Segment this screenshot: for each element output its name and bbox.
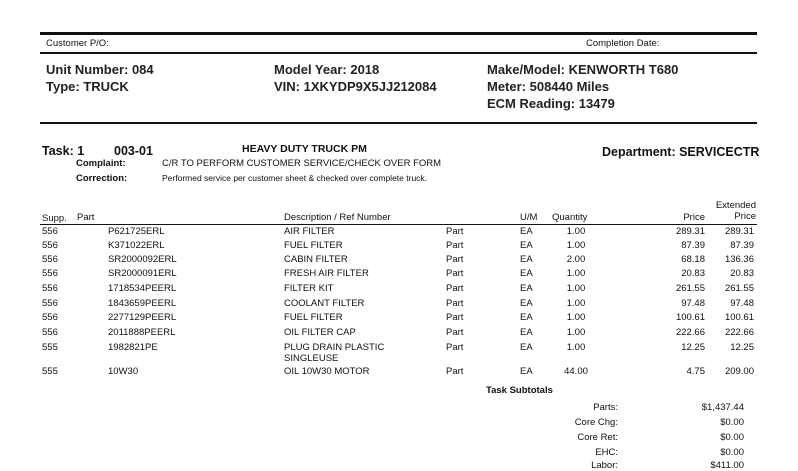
cell-description: OIL 10W30 MOTOR (284, 366, 370, 377)
core-chg-label: Core Chg: (574, 417, 618, 428)
unit-rule (40, 122, 757, 124)
cell-description-line2: SINGLEUSE (284, 353, 339, 364)
table-row (0, 283, 798, 297)
cell-um: EA (520, 342, 533, 353)
correction-label: Correction: (76, 173, 128, 184)
cell-kind: Part (446, 298, 464, 309)
cell-um: EA (520, 312, 533, 323)
top-rule (40, 32, 757, 35)
table-row (0, 240, 798, 254)
cell-price: 12.25 (681, 342, 705, 353)
cell-supp: 555 (42, 366, 58, 377)
cell-part: SR2000092ERL (108, 254, 177, 265)
cell-supp: 556 (42, 312, 58, 323)
cell-part: SR2000091ERL (108, 268, 177, 279)
cell-kind: Part (446, 268, 464, 279)
cell-supp: 556 (42, 268, 58, 279)
cell-kind: Part (446, 366, 464, 377)
cell-ext: 87.39 (730, 240, 754, 251)
cell-qty: 44.00 (564, 366, 588, 377)
cell-qty: 1.00 (566, 283, 586, 294)
cell-description: FILTER KIT (284, 283, 334, 294)
cell-description: OIL FILTER CAP (284, 327, 356, 338)
cell-supp: 555 (42, 342, 58, 353)
cell-um: EA (520, 298, 533, 309)
table-header-rule (40, 224, 757, 225)
cell-part: K371022ERL (108, 240, 165, 251)
core-ret-label: Core Ret: (577, 432, 618, 443)
cell-price: 68.18 (681, 254, 705, 265)
cell-ext: 222.66 (724, 327, 754, 338)
cell-ext: 261.55 (724, 283, 754, 294)
cell-qty: 1.00 (566, 226, 586, 237)
cell-kind: Part (446, 312, 464, 323)
cell-price: 97.48 (681, 298, 705, 309)
cell-description: FUEL FILTER (284, 312, 343, 323)
cell-kind: Part (446, 283, 464, 294)
cell-ext: 289.31 (724, 226, 754, 237)
complaint-label: Complaint: (76, 158, 126, 169)
task-label: Task: 1 (42, 144, 85, 158)
cell-part: 1982821PE (108, 342, 158, 353)
cell-kind: Part (446, 327, 464, 338)
subtotals-title: Task Subtotals (486, 385, 553, 396)
cell-kind: Part (446, 226, 464, 237)
col-um: U/M (520, 212, 538, 223)
cell-um: EA (520, 268, 533, 279)
cell-supp: 556 (42, 254, 58, 265)
cell-price: 20.83 (681, 268, 705, 279)
ehc-label: EHC: (595, 447, 618, 458)
labor-value: $411.00 (710, 460, 744, 471)
cell-part: 1843659PEERL (108, 298, 177, 309)
parts-value: $1,437.44 (701, 402, 744, 413)
cell-part: P621725ERL (108, 226, 165, 237)
correction-text: Performed service per customer sheet & checked over complete truck. (162, 173, 428, 183)
table-row (0, 342, 798, 364)
cell-price: 222.66 (675, 327, 705, 338)
cell-supp: 556 (42, 298, 58, 309)
col-part: Part (77, 212, 95, 223)
cell-price: 4.75 (686, 366, 705, 377)
cell-um: EA (520, 254, 533, 265)
table-row (0, 226, 798, 240)
core-chg-value: $0.00 (720, 417, 744, 428)
cell-description: AIR FILTER (284, 226, 335, 237)
meter: Meter: 508440 Miles (487, 79, 610, 94)
labor-label: Labor: (591, 460, 618, 471)
ehc-value: $0.00 (720, 447, 744, 458)
cell-part: 2011888PEERL (108, 327, 176, 338)
task-code: 003-01 (114, 144, 153, 158)
model-year: Model Year: 2018 (274, 62, 380, 77)
cell-ext: 100.61 (724, 312, 754, 323)
cell-qty: 1.00 (566, 268, 586, 279)
cell-description: FRESH AIR FILTER (284, 268, 369, 279)
cell-part: 10W30 (108, 366, 139, 377)
cell-um: EA (520, 327, 533, 338)
cell-description: PLUG DRAIN PLASTIC (284, 342, 385, 353)
customer-po-label: Customer P/O: (46, 38, 109, 49)
cell-part: 1718534PEERL (108, 283, 177, 294)
table-row (0, 268, 798, 282)
parts-label: Parts: (593, 402, 618, 413)
completion-date-label: Completion Date: (586, 38, 660, 49)
cell-qty: 1.00 (566, 312, 586, 323)
unit-number: Unit Number: 084 (46, 62, 154, 77)
task-title: HEAVY DUTY TRUCK PM (242, 143, 367, 155)
cell-supp: 556 (42, 240, 58, 251)
table-row (0, 254, 798, 268)
cell-price: 289.31 (675, 226, 705, 237)
col-extended-1: Extended (715, 200, 756, 211)
cell-ext: 136.36 (724, 254, 754, 265)
col-description: Description / Ref Number (284, 212, 391, 223)
cell-um: EA (520, 366, 533, 377)
cell-price: 261.55 (675, 283, 705, 294)
cell-price: 87.39 (681, 240, 705, 251)
core-ret-value: $0.00 (720, 432, 744, 443)
cell-ext: 97.48 (730, 298, 754, 309)
complaint-text: C/R TO PERFORM CUSTOMER SERVICE/CHECK OVER FORM (162, 158, 442, 169)
cell-qty: 1.00 (566, 298, 586, 309)
cell-price: 100.61 (675, 312, 705, 323)
col-price: Price (683, 212, 705, 223)
unit-type: Type: TRUCK (46, 79, 129, 94)
cell-ext: 209.00 (724, 366, 754, 377)
cell-qty: 1.00 (566, 240, 586, 251)
vin: VIN: 1XKYDP9X5JJ212084 (274, 79, 437, 94)
table-row (0, 366, 798, 380)
cell-um: EA (520, 226, 533, 237)
cell-supp: 556 (42, 226, 58, 237)
cell-description: CABIN FILTER (284, 254, 348, 265)
cell-supp: 556 (42, 327, 58, 338)
cell-qty: 2.00 (566, 254, 586, 265)
cell-description: FUEL FILTER (284, 240, 343, 251)
cell-kind: Part (446, 254, 464, 265)
ecm-reading: ECM Reading: 13479 (487, 96, 615, 111)
table-row (0, 327, 798, 341)
po-rule (40, 52, 757, 54)
col-extended-2: Price (734, 211, 756, 222)
cell-kind: Part (446, 240, 464, 251)
table-row (0, 312, 798, 326)
col-quantity: Quantity (552, 212, 588, 223)
cell-qty: 1.00 (566, 342, 586, 353)
col-supp: Supp. (42, 213, 67, 224)
cell-um: EA (520, 283, 533, 294)
cell-qty: 1.00 (566, 327, 586, 338)
cell-um: EA (520, 240, 533, 251)
make-model: Make/Model: KENWORTH T680 (487, 62, 679, 77)
cell-ext: 12.25 (730, 342, 754, 353)
cell-description: COOLANT FILTER (284, 298, 365, 309)
department: Department: SERVICECTR (602, 145, 760, 159)
cell-kind: Part (446, 342, 464, 353)
cell-supp: 556 (42, 283, 58, 294)
cell-part: 2277129PEERL (108, 312, 177, 323)
cell-ext: 20.83 (730, 268, 754, 279)
table-row (0, 298, 798, 312)
